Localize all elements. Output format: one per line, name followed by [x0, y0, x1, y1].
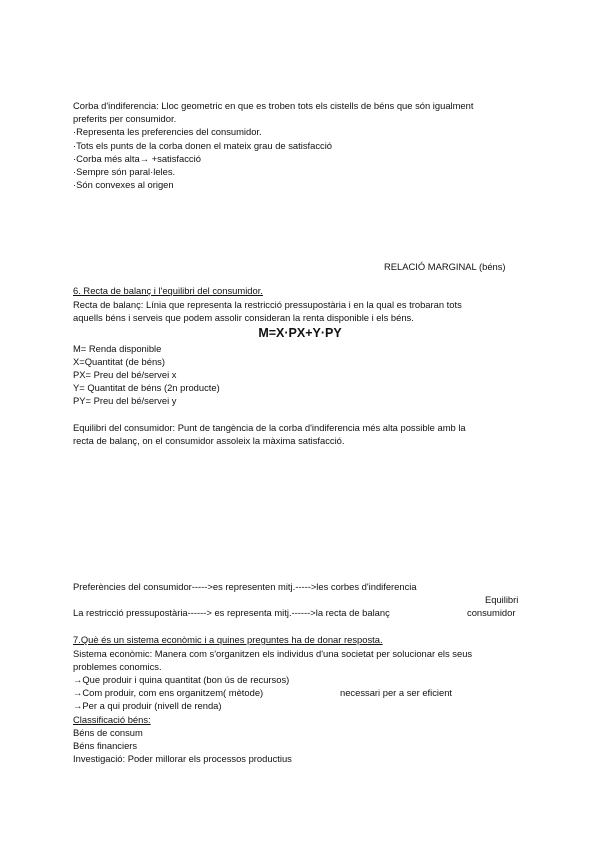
variable-line: Y= Quantitat de béns (2n producte) [73, 382, 220, 393]
variable-line: M= Renda disponible [73, 343, 162, 354]
text-line: ·Sempre són paral·leles. [73, 166, 176, 177]
text-line: recta de balanç, on el consumidor assoleix la màxima satisfacció. [73, 435, 345, 446]
text-line: Corba d'indiferencia: Lloc geometric en que es troben tots els cistells de béns que són igualment [73, 100, 474, 111]
section-6-heading: 6. Recta de balanç i l'equilibri del consumidor. [73, 285, 263, 296]
text-line: ·Són convexes al origen [73, 179, 174, 190]
budget-formula: M=X·PX+Y·PY [258, 326, 342, 340]
text-line: Recta de balanç: Línia que representa la restricció pressupostària i en la qual es trobaran tots [73, 299, 462, 310]
text-line: ·Representa les preferencies del consumidor. [73, 126, 262, 137]
list-item: Béns financiers [73, 740, 138, 751]
section-7-heading: 7.Què és un sistema econòmic i a quines preguntes ha de donar resposta. [73, 634, 383, 645]
text-line: aquells béns i serveis que podem assolir consideran la renta disponible i els béns. [73, 312, 414, 323]
variable-line: PX= Preu del bé/servei x [73, 369, 177, 380]
text-line: ·Corba més alta→ +satisfacció [73, 153, 201, 164]
list-item: Investigació: Poder millorar els processos productius [73, 753, 292, 764]
question-line: →Per a qui produir (nivell de renda) [73, 700, 222, 711]
question-line: →Com produir, com ens organitzem( mètode) [73, 687, 264, 698]
classification-heading: Classificació béns: [73, 714, 151, 725]
text-line: Sistema econòmic: Manera com s'organitzen els individus d'una societat per solucionar els seus [73, 648, 473, 659]
consumidor-label: consumidor [467, 607, 516, 618]
text-line: Equilibri del consumidor: Punt de tangència de la corba d'indiferencia més alta possible amb la [73, 422, 466, 433]
question-line: →Que produir i quina quantitat (bon ús de recursos) [73, 674, 290, 685]
variable-line: X=Quantitat (de béns) [73, 356, 165, 367]
text-line: problemes conomics. [73, 661, 162, 672]
efficiency-note: necessari per a ser eficient [340, 687, 453, 698]
variable-line: PY= Preu del bé/servei y [73, 395, 177, 406]
summary-line: La restricció pressupostària------> es representa mitj.------>la recta de balanç [73, 607, 390, 618]
summary-line: Preferències del consumidor----->es representen mitj.----->les corbes d'indiferencia [73, 581, 417, 592]
list-item: Béns de consum [73, 727, 143, 738]
text-line: preferits per consumidor. [73, 113, 177, 124]
equilibri-label: Equilibri [485, 594, 519, 605]
text-line: ·Tots els punts de la corba donen el mateix grau de satisfacció [73, 140, 332, 151]
relacio-marginal-label: RELACIÓ MARGINAL (béns) [384, 261, 506, 272]
